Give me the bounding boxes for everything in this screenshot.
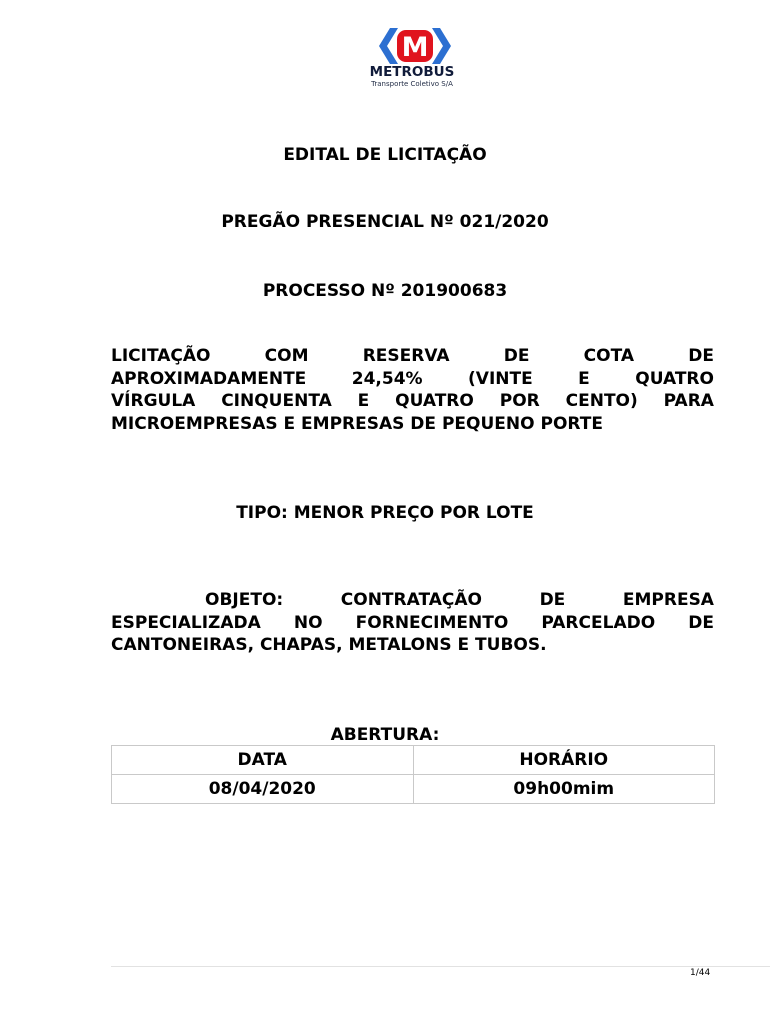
metrobus-logo [364,26,470,92]
metrobus-m-icon [378,26,452,66]
reserva-line-4: MICROEMPRESAS E EMPRESAS DE PEQUENO PORTE [111,413,603,434]
svg-text:M: M [401,32,429,63]
header-data: DATA [112,746,414,775]
value-data: 08/04/2020 [112,775,414,804]
objeto-line-1: OBJETO: CONTRATAÇÃO DE EMPRESA [205,590,714,610]
table-row [112,775,715,804]
reserva-line-3: VÍRGULA CINQUENTA E QUATRO POR CENTO) PARA [111,391,714,412]
header-horario: HORÁRIO [413,746,715,775]
objeto-line-3: CANTONEIRAS, CHAPAS, METALONS E TUBOS. [111,635,547,656]
processo-number: PROCESSO Nº 201900683 [262,281,508,301]
document-title: EDITAL DE LICITAÇÃO [283,145,487,165]
page-number: 1/44 [690,968,711,978]
logo-tagline: Transporte Coletivo S/A [371,80,453,88]
pregao-number: PREGÃO PRESENCIAL Nº 021/2020 [221,212,549,232]
abertura-heading: ABERTURA: [330,725,440,745]
objeto-paragraph [111,589,714,657]
objeto-line-2: ESPECIALIZADA NO FORNECIMENTO PARCELADO DE [111,612,714,633]
logo-name: METROBUS [369,64,455,80]
value-horario: 09h00mim [413,775,715,804]
reserva-line-2: APROXIMADAMENTE 24,54% (VINTE E QUATRO [111,368,714,389]
table-header-row [112,746,715,775]
tipo-line: TIPO: MENOR PREÇO POR LOTE [236,503,534,523]
reserva-paragraph [111,345,714,435]
abertura-table [111,745,715,804]
footer-divider [111,966,770,967]
reserva-line-1: LICITAÇÃO COM RESERVA DE COTA DE [111,346,714,366]
